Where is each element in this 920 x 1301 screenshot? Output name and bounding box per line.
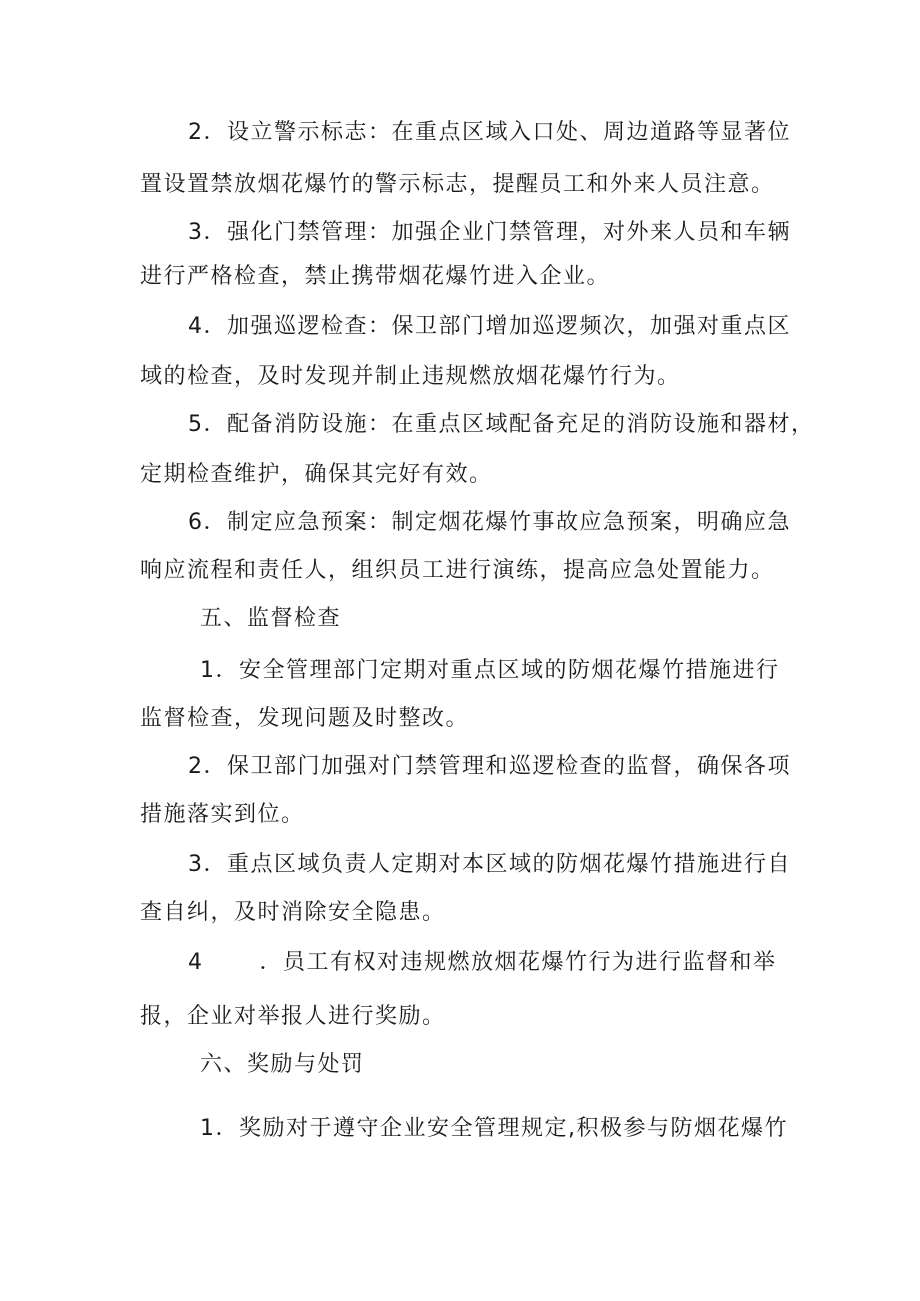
text-line: 域的检查，及时发现并制止违规燃放烟花爆竹行为。 <box>140 364 681 389</box>
text-line: 3．强化门禁管理：加强企业门禁管理，对外来人员和车辆 <box>188 220 791 245</box>
text-line: 3．重点区域负责人定期对本区域的防烟花爆竹措施进行自 <box>188 852 791 877</box>
text-line: 4．加强巡逻检查：保卫部门增加巡逻频次，加强对重点区 <box>188 314 791 339</box>
text-line: 1．安全管理部门定期对重点区域的防烟花爆竹措施进行 <box>200 658 780 683</box>
text-line <box>188 948 777 978</box>
text-line: 定期检查维护，确保其完好有效。 <box>140 462 493 487</box>
text-line: 监督检查，发现问题及时整改。 <box>140 706 470 731</box>
list-number: 4 <box>188 950 204 975</box>
list-text: ．员工有权对违规燃放烟花爆竹行为进行监督和举 <box>259 950 777 975</box>
section-heading: 六、奖励与处罚 <box>200 1052 365 1077</box>
text-line: 1．奖励对于遵守企业安全管理规定,积极参与防烟花爆竹 <box>200 1116 788 1141</box>
text-line: 2．设立警示标志：在重点区域入口处、周边道路等显著位 <box>188 120 791 145</box>
text-line: 2．保卫部门加强对门禁管理和巡逻检查的监督，确保各项 <box>188 754 791 779</box>
text-line: 6．制定应急预案：制定烟花爆竹事故应急预案，明确应急 <box>188 510 791 535</box>
text-line: 进行严格检查，禁止携带烟花爆竹进入企业。 <box>140 264 611 289</box>
text-line: 响应流程和责任人，组织员工进行演练，提高应急处置能力。 <box>140 558 775 583</box>
text-line: 5．配备消防设施：在重点区域配备充足的消防设施和器材， <box>188 412 815 437</box>
text-line: 查自纠，及时消除安全隐患。 <box>140 900 446 925</box>
text-line: 置设置禁放烟花爆竹的警示标志，提醒员工和外来人员注意。 <box>140 172 775 197</box>
text-line: 报，企业对举报人进行奖励。 <box>140 1004 446 1029</box>
section-heading: 五、监督检查 <box>200 606 342 631</box>
text-line: 措施落实到位。 <box>140 802 305 827</box>
